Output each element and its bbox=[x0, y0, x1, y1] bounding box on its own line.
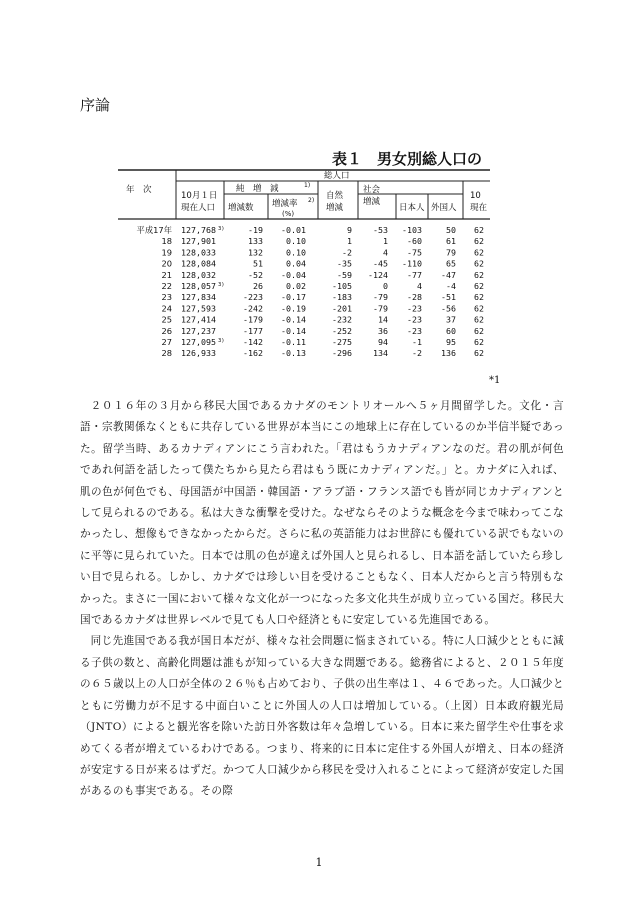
table-cell-jp: -77 bbox=[407, 269, 422, 280]
header-year: 年 次 bbox=[126, 185, 152, 195]
table-cell-count: 132 bbox=[248, 247, 263, 258]
header-social-line1: 社会 bbox=[363, 185, 381, 195]
table-cell-year: 23 bbox=[161, 292, 172, 303]
table-cell-pop: 127,414 bbox=[181, 314, 216, 325]
table-cell-pop: 128,084 bbox=[181, 258, 216, 269]
paragraph-1: ２０１６年の３月から移民大国であるカナダのモントリオールへ５ヶ月間留学した。文化・言語・宗教関係なくともに共存している世界が本当にこの地球上に存在しているのか半信半疑であった。留学当時、あるカナディアンにこう言われた。「君はもうカナディアンなのだ。君の肌が何色であれ何語を話したって僕たちから見たら君はもう既にカナディアンだ。」と。カナダに入れば、肌の色が何色でも、母国語が中国語・韓国語・アラブ語・フランス語でも皆が同じカナディアンとして見られるのである。私は大きな衝撃を受けた。なぜならそのような概念を今まで味わってこなかったし、想像もできなかったからだ。さらに私の英語能力はお世辞にも優れている訳でもないのに平等に見られていた。日本では肌の色が違えば外国人と見られるし、日本語を話していたら珍しい目で見られる。しかし、カナダでは珍しい目を受けることもなく、日本人だからと言う特別もなかった。まさに一国において様々な文化が一つになった多文化共生が成り立っている国だ。移民大国であるカナダは世界レベルで見ても人口や経済ともに安定している先進国である。 bbox=[80, 400, 564, 627]
table-cell-jp: -2 bbox=[412, 348, 422, 359]
table-cell-next: 62 bbox=[474, 258, 484, 269]
table-cell-pop: 127,901 bbox=[181, 236, 216, 247]
table-cell-fr: -4 bbox=[446, 281, 456, 291]
table-cell-pop: 126,933 bbox=[181, 348, 216, 359]
table-cell-count: -19 bbox=[248, 225, 263, 235]
table-cell-rate: -0.17 bbox=[281, 292, 306, 303]
table-cell-count: 26 bbox=[253, 281, 263, 291]
table-cell-year: 平成17年 bbox=[136, 225, 172, 235]
population-table-image bbox=[118, 146, 490, 368]
table-cell-natural: -252 bbox=[332, 325, 352, 336]
table-cell-natural: -2 bbox=[342, 247, 352, 258]
table-cell-fr: 60 bbox=[446, 325, 456, 336]
table-cell-fr: 65 bbox=[446, 258, 456, 269]
table-cell-fr: 61 bbox=[446, 236, 456, 247]
header-change-rate-unit: (%) bbox=[282, 210, 295, 218]
table-cell-social: 94 bbox=[378, 337, 388, 347]
table-cell-jp: -23 bbox=[407, 325, 422, 336]
table-cell-next: 62 bbox=[474, 325, 484, 336]
header-next-line1: 10 bbox=[470, 191, 481, 201]
table-cell-year: 21 bbox=[161, 269, 172, 280]
header-social-line2: 増減 bbox=[363, 197, 381, 207]
header-japanese: 日本人 bbox=[399, 203, 425, 213]
table-cell-rate: -0.01 bbox=[281, 225, 306, 235]
header-total-pop: 総人口 bbox=[324, 171, 350, 181]
table-cell-jp: -103 bbox=[402, 225, 422, 235]
table-cell-social: -45 bbox=[373, 258, 388, 269]
table-cell-jp: -75 bbox=[407, 247, 422, 258]
table-cell-fr: 79 bbox=[446, 247, 456, 258]
table-cell-fr: 37 bbox=[446, 314, 456, 325]
table-cell-social: 1 bbox=[383, 236, 388, 247]
table-cell-next: 62 bbox=[474, 236, 484, 247]
table-cell-natural: 9 bbox=[347, 225, 352, 235]
table-cell-rate: -0.11 bbox=[281, 337, 306, 347]
table-cell-jp: -23 bbox=[407, 303, 422, 314]
table-cell-social: -79 bbox=[373, 303, 388, 314]
table-cell-fr: -51 bbox=[441, 292, 456, 303]
table-cell-next: 62 bbox=[474, 337, 484, 347]
table-cell-sup: 3) bbox=[218, 338, 225, 344]
table-cell-pop: 128,032 bbox=[181, 269, 216, 280]
header-oct1-line2: 現在人口 bbox=[181, 203, 216, 213]
table-cell-count: -162 bbox=[243, 348, 263, 359]
table-cell-fr: 50 bbox=[446, 225, 456, 235]
table-cell-social: -53 bbox=[373, 225, 388, 235]
table-cell-count: 133 bbox=[248, 236, 263, 247]
table-cell-pop: 128,033 bbox=[181, 247, 216, 258]
table-cell-social: -124 bbox=[368, 269, 388, 280]
table-cell-jp: -1 bbox=[412, 337, 422, 347]
table-cell-count: -179 bbox=[243, 314, 263, 325]
table-cell-year: 22 bbox=[161, 281, 172, 291]
header-pure-change-sup: 1) bbox=[304, 182, 311, 189]
table-cell-natural: -105 bbox=[332, 281, 352, 291]
table-cell-year: 26 bbox=[161, 325, 172, 336]
table-cell-natural: 1 bbox=[347, 236, 352, 247]
table-cell-pop: 127,834 bbox=[181, 292, 216, 303]
table-cell-fr: -56 bbox=[441, 303, 456, 314]
table-cell-pop: 127,237 bbox=[181, 325, 216, 336]
table-cell-social: 4 bbox=[383, 247, 388, 258]
table-cell-year: 25 bbox=[161, 314, 172, 325]
header-oct1-line1: 10月１日 bbox=[181, 191, 218, 201]
table-cell-year: 24 bbox=[161, 303, 172, 314]
table-cell-pop: 127,593 bbox=[181, 303, 216, 314]
table-cell-jp: -23 bbox=[407, 314, 422, 325]
table-cell-pop: 127,768 bbox=[181, 225, 216, 235]
table-cell-year: 27 bbox=[161, 337, 172, 347]
table-cell-fr: 136 bbox=[441, 348, 456, 359]
table-cell-rate: 0.02 bbox=[286, 281, 306, 291]
table-cell-natural: -35 bbox=[337, 258, 352, 269]
header-change-rate-sup: 2) bbox=[308, 197, 315, 204]
table-cell-natural: -183 bbox=[332, 292, 352, 303]
table-cell-pop: 127,095 bbox=[181, 337, 216, 347]
header-change-rate: 増減率 bbox=[272, 199, 298, 209]
table-cell-fr: 95 bbox=[446, 337, 456, 347]
table-cell-next: 62 bbox=[474, 225, 484, 235]
table-cell-next: 62 bbox=[474, 292, 484, 303]
table-cell-social: 0 bbox=[383, 281, 388, 291]
table-cell-rate: -0.14 bbox=[281, 314, 306, 325]
table-cell-social: 36 bbox=[378, 325, 388, 336]
table-cell-rate: -0.13 bbox=[281, 348, 306, 359]
table-cell-natural: -296 bbox=[332, 348, 352, 359]
body-text bbox=[80, 396, 564, 803]
table-cell-jp: -28 bbox=[407, 292, 422, 303]
table-cell-natural: -59 bbox=[337, 269, 352, 280]
header-change-count: 増減数 bbox=[228, 203, 254, 213]
table-cell-year: 18 bbox=[161, 236, 172, 247]
table-cell-next: 62 bbox=[474, 303, 484, 314]
table-cell-social: 134 bbox=[373, 348, 388, 359]
table-cell-year: 19 bbox=[161, 247, 172, 258]
header-natural-line2: 増減 bbox=[326, 203, 344, 213]
header-pure-change: 純 増 減 bbox=[236, 184, 279, 194]
header-foreigner: 外国人 bbox=[431, 203, 457, 213]
table-cell-social: 14 bbox=[378, 314, 388, 325]
table-cell-rate: -0.19 bbox=[281, 303, 306, 314]
header-natural-line1: 自然 bbox=[326, 191, 344, 201]
table-cell-next: 62 bbox=[474, 281, 484, 291]
table-cell-pop: 128,057 bbox=[181, 281, 216, 291]
table-cell-next: 62 bbox=[474, 269, 484, 280]
table-cell-next: 62 bbox=[474, 348, 484, 359]
table-cell-count: -242 bbox=[243, 303, 263, 314]
table-cell-natural: -275 bbox=[332, 337, 352, 347]
table-cell-natural: -201 bbox=[332, 303, 352, 314]
table-cell-sup: 3) bbox=[218, 282, 225, 288]
table-cell-fr: -47 bbox=[441, 269, 456, 280]
table-cell-count: -52 bbox=[248, 269, 263, 280]
table-cell-rate: -0.04 bbox=[281, 269, 306, 280]
table-cell-jp: -110 bbox=[402, 258, 422, 269]
table-cell-rate: 0.10 bbox=[286, 236, 306, 247]
table-cell-count: -223 bbox=[243, 292, 263, 303]
table-cell-year: 20 bbox=[161, 258, 172, 269]
table-cell-rate: -0.14 bbox=[281, 325, 306, 336]
table-title: 表１ 男女別総人口の bbox=[332, 150, 483, 168]
table-cell-count: -142 bbox=[243, 337, 263, 347]
paragraph-2: 同じ先進国である我が国日本だが、様々な社会問題に悩まされている。特に人口減少とともに減る子供の数と、高齢化問題は誰もが知っている大きな問題である。総務省によると、２０１５年度の６５歳以上の人口が全体の２６％も占めており、子供の出生率は１、４６であった。人口減少とともに労働力が不足する中面白いことに外国人の人口は増加している。（上図）日本政府観光局（JNTO）によると観光客を除いた訪日外客数は年々急増している。日本に来た留学生や仕事を求めてくる者が増えているわけである。つまり、将来的に日本に定住する外国人が増え、日本の経済が安定する日が来るはずだ。かつて人口減少から移民を受け入れることによって経済が安定した国があるのも事実である。その際 bbox=[80, 635, 564, 798]
population-table bbox=[118, 146, 490, 368]
page-number: 1 bbox=[315, 856, 323, 869]
table-cell-jp: -60 bbox=[407, 236, 422, 247]
table-cell-count: 51 bbox=[253, 258, 263, 269]
header-next-line2: 現在 bbox=[470, 203, 488, 213]
table-cell-jp: 4 bbox=[417, 281, 422, 291]
table-cell-next: 62 bbox=[474, 247, 484, 258]
table-cell-rate: 0.04 bbox=[286, 258, 306, 269]
table-cell-social: -79 bbox=[373, 292, 388, 303]
section-heading: 序論 bbox=[80, 96, 111, 114]
table-cell-natural: -232 bbox=[332, 314, 352, 325]
reference-mark: *1 bbox=[489, 375, 501, 386]
table-cell-year: 28 bbox=[161, 348, 172, 359]
table-cell-rate: 0.10 bbox=[286, 247, 306, 258]
table-cell-sup: 3) bbox=[218, 226, 225, 232]
table-cell-count: -177 bbox=[243, 325, 263, 336]
table-cell-next: 62 bbox=[474, 314, 484, 325]
